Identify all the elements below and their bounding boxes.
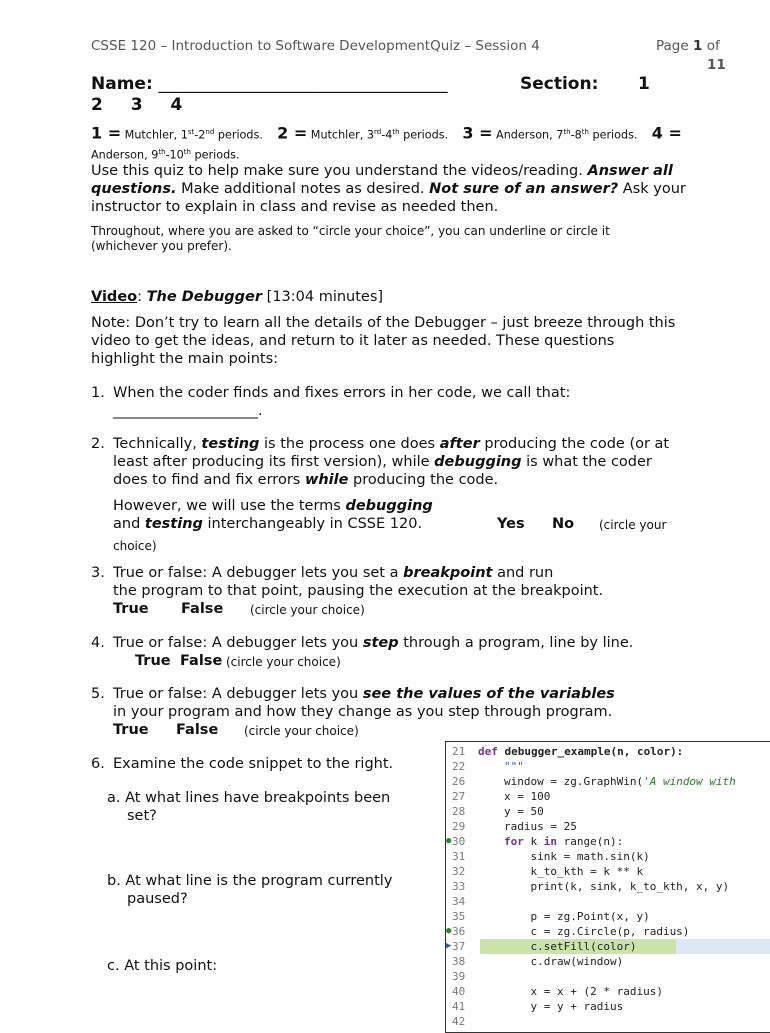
line-number: 39	[452, 970, 466, 983]
page-number	[656, 38, 720, 54]
note-paragraph: Note: Don’t try to learn all the details of the Debugger – just breeze through this video to get the ideas, and return to it later as needed. These questions highlight the main points:	[91, 315, 676, 367]
question-number: 4.	[91, 635, 105, 651]
section-option-1[interactable]: 1	[638, 74, 650, 94]
question-text: True or false: A debugger lets you set a	[113, 565, 404, 581]
line-number: 28	[452, 805, 466, 818]
line-number: 21	[452, 745, 466, 758]
question-body	[107, 755, 423, 975]
emphasis: breakpoint	[403, 565, 493, 581]
legend-sup: th	[183, 147, 191, 156]
question-text: producing the code (or at least after producing its first version), while	[113, 436, 670, 470]
throughout-note: Throughout, where you are asked to “circle your choice”, you can underline or circle it (whichever you prefer).	[91, 224, 610, 253]
code-line-breakpoint	[446, 924, 770, 939]
video-colon: :	[137, 289, 147, 305]
legend-sup: th	[581, 128, 589, 136]
line-number: 41	[452, 1000, 466, 1013]
code-line-breakpoint	[446, 834, 770, 849]
code-text: y = 50	[504, 805, 544, 818]
course-title: CSSE 120 – Introduction to Software Development	[91, 38, 431, 54]
page-total: 11	[707, 57, 726, 73]
code-line	[446, 759, 770, 774]
breakpoint-icon[interactable]: ●	[446, 836, 452, 846]
question-3	[91, 564, 693, 620]
section-label: Section:	[520, 74, 599, 94]
emphasis: debugging	[345, 498, 433, 514]
emphasis: step	[362, 635, 399, 651]
keyword: for	[504, 835, 531, 848]
legend-text: periods.	[190, 148, 240, 162]
question-body	[113, 564, 693, 618]
page-prefix: Page	[656, 38, 689, 54]
code-text: k_to_kth = k ** k	[504, 865, 644, 878]
question-number: 2.	[91, 436, 105, 452]
code-text: c.setFill(color)	[504, 940, 637, 953]
code-line	[446, 954, 770, 969]
legend-text: -4	[381, 128, 393, 142]
circle-hint: (circle your choice)	[250, 603, 365, 617]
line-number: 37	[452, 940, 466, 953]
question-text: is what the coder does to find and fix errors	[113, 454, 652, 488]
page-of: of	[706, 38, 720, 54]
code-line	[446, 1014, 770, 1029]
question-text: Examine the code snippet to the right.	[113, 756, 394, 772]
legend-sup: st	[187, 128, 195, 136]
code-line	[446, 804, 770, 819]
legend-2-num: 2 =	[277, 123, 308, 143]
true-option[interactable]: True	[135, 653, 171, 669]
line-number: 26	[452, 775, 466, 788]
keyword: def	[478, 745, 505, 758]
question-text: However, we will use the terms	[113, 498, 346, 514]
question-body	[113, 435, 685, 555]
video-title: The Debugger	[146, 289, 263, 305]
legend-1-num: 1 =	[91, 123, 122, 143]
legend-3-text: Anderson, 7	[492, 128, 564, 142]
code-text: c = zg.Circle(p, radius)	[504, 925, 690, 938]
emphasis: testing	[144, 516, 203, 532]
legend-sup: th	[392, 128, 400, 136]
intro-emphasis: Answer all questions.	[91, 163, 673, 197]
false-option[interactable]: False	[176, 722, 219, 738]
code-line	[446, 909, 770, 924]
code-line-current	[446, 939, 770, 954]
question-text: interchangeably in CSSE 120.	[202, 516, 423, 532]
code-line	[446, 879, 770, 894]
code-text: c.draw(window)	[504, 955, 624, 968]
legend-1-text: Mutchler, 1	[121, 128, 188, 142]
circle-hint: (circle your choice)	[244, 724, 359, 738]
code-line	[446, 864, 770, 879]
video-heading	[91, 288, 691, 306]
line-number: 35	[452, 910, 466, 923]
legend-sup: rd	[374, 128, 382, 136]
name-label: Name:	[91, 74, 153, 94]
code-text: sink = math.sin(k)	[504, 850, 650, 863]
legend-text: periods.	[588, 128, 638, 142]
code-line	[446, 789, 770, 804]
string-literal: 'A window with	[643, 775, 736, 788]
question-body	[113, 384, 693, 420]
question-5	[91, 685, 693, 741]
breakpoint-icon[interactable]: ●	[446, 926, 452, 936]
sub-question-b-cont: paused?	[127, 891, 188, 907]
page-header-course	[91, 38, 540, 54]
legend-text: periods.	[214, 128, 263, 142]
intro-paragraph	[91, 162, 686, 216]
code-text: p = zg.Point(x, y)	[504, 910, 650, 923]
line-number: 29	[452, 820, 466, 833]
no-option[interactable]: No	[552, 516, 575, 532]
line-number: 34	[452, 895, 466, 908]
emphasis: testing	[201, 436, 260, 452]
question-text: True or false: A debugger lets you	[113, 686, 363, 702]
legend-text: periods.	[399, 128, 449, 142]
code-line	[446, 999, 770, 1014]
current-line-arrow-icon: ▶	[446, 941, 452, 951]
question-text: in your program and how they change as you step through program.	[113, 704, 613, 720]
question-text: is the process one does	[259, 436, 440, 452]
code-text: print(k, sink, k_to_kth, x, y)	[504, 880, 730, 893]
legend-sup: th	[563, 128, 571, 136]
intro-text: Make additional notes as desired.	[176, 181, 430, 197]
question-text: When the coder finds and fixes errors in her code, we call that:	[113, 385, 571, 401]
circle-hint: choice)	[113, 539, 157, 553]
true-option[interactable]: True	[113, 722, 149, 738]
code-line	[446, 894, 770, 909]
yes-option[interactable]: Yes	[497, 516, 525, 532]
code-line	[446, 774, 770, 789]
false-option[interactable]: False	[181, 601, 224, 617]
code-text: range(n):	[563, 835, 624, 848]
name-row	[91, 74, 448, 94]
intro-text: Ask your instructor to explain in class and revise as needed then.	[91, 181, 686, 215]
function-signature: debugger_example(n, color):	[504, 745, 684, 758]
sub-question-a: a. At what lines have breakpoints been	[107, 790, 391, 806]
code-line	[446, 849, 770, 864]
line-number: 22	[452, 760, 466, 773]
circle-hint: (circle your	[599, 518, 667, 532]
question-4	[91, 634, 693, 672]
code-text: window = zg.GraphWin(	[504, 775, 644, 788]
code-line	[446, 744, 770, 759]
legend-4-text: Anderson, 9	[91, 148, 159, 162]
line-number: 27	[452, 790, 466, 803]
code-text: """	[504, 760, 524, 773]
quiz-title: Quiz – Session 4	[430, 38, 540, 54]
question-text: Technically,	[113, 436, 202, 452]
intro-emphasis: Not sure of an answer?	[429, 181, 619, 197]
false-option[interactable]: False	[180, 653, 223, 669]
code-text: x = x + (2 * radius)	[504, 985, 663, 998]
line-number: 36	[452, 925, 466, 938]
sub-question-b: b. At what line is the program currently	[107, 873, 393, 889]
section-legend	[91, 124, 701, 163]
legend-text: -2	[194, 128, 206, 142]
legend-4-num: 4 =	[651, 123, 682, 143]
code-line	[446, 984, 770, 999]
question-body	[113, 634, 693, 670]
line-number: 38	[452, 955, 466, 968]
question-1	[91, 384, 693, 424]
answer-blank[interactable]: ____________________.	[113, 403, 263, 419]
code-snippet	[445, 741, 770, 1033]
page-num: 1	[692, 38, 703, 54]
question-6	[91, 755, 421, 985]
video-duration: [13:04 minutes]	[262, 289, 384, 305]
emphasis: debugging	[434, 454, 522, 470]
question-number: 6.	[91, 756, 105, 772]
line-number: 31	[452, 850, 466, 863]
intro-text: Use this quiz to help make sure you understand the videos/reading.	[91, 163, 588, 179]
emphasis: after	[439, 436, 480, 452]
code-text: x = 100	[504, 790, 551, 803]
legend-3-num: 3 =	[462, 123, 493, 143]
circle-hint: (circle your choice)	[226, 655, 341, 669]
emphasis: while	[304, 472, 349, 488]
question-2	[91, 435, 693, 553]
video-label: Video	[91, 289, 138, 305]
name-line[interactable]: __________________________________	[158, 74, 448, 94]
true-option[interactable]: True	[113, 601, 149, 617]
keyword: in	[543, 835, 564, 848]
line-number: 33	[452, 880, 466, 893]
legend-sup: nd	[205, 128, 215, 136]
sub-question-c: c. At this point:	[107, 958, 218, 974]
line-number: 30	[452, 835, 466, 848]
emphasis: see the values of the variables	[362, 686, 615, 702]
question-number: 3.	[91, 565, 105, 581]
question-number: 5.	[91, 686, 105, 702]
question-text: and	[113, 516, 145, 532]
question-text: the program to that point, pausing the execution at the breakpoint.	[113, 583, 604, 599]
legend-text: -10	[165, 148, 184, 162]
question-body	[113, 685, 693, 739]
section-options-rest[interactable]: 2 3 4	[91, 95, 183, 115]
question-text: through a program, line by line.	[398, 635, 634, 651]
sub-question-a-cont: set?	[127, 808, 157, 824]
line-number: 32	[452, 865, 466, 878]
question-number: 1.	[91, 385, 105, 401]
legend-text: -8	[570, 128, 582, 142]
legend-2-text: Mutchler, 3	[307, 128, 374, 142]
question-text: and run	[492, 565, 554, 581]
question-text: True or false: A debugger lets you	[113, 635, 363, 651]
code-line	[446, 969, 770, 984]
line-number: 40	[452, 985, 466, 998]
line-number: 42	[452, 1015, 466, 1028]
question-text: producing the code.	[348, 472, 499, 488]
code-text: k	[530, 835, 544, 848]
code-line	[446, 819, 770, 834]
code-text: radius = 25	[504, 820, 577, 833]
legend-sup: th	[158, 147, 166, 156]
code-text: y = y + radius	[504, 1000, 624, 1013]
